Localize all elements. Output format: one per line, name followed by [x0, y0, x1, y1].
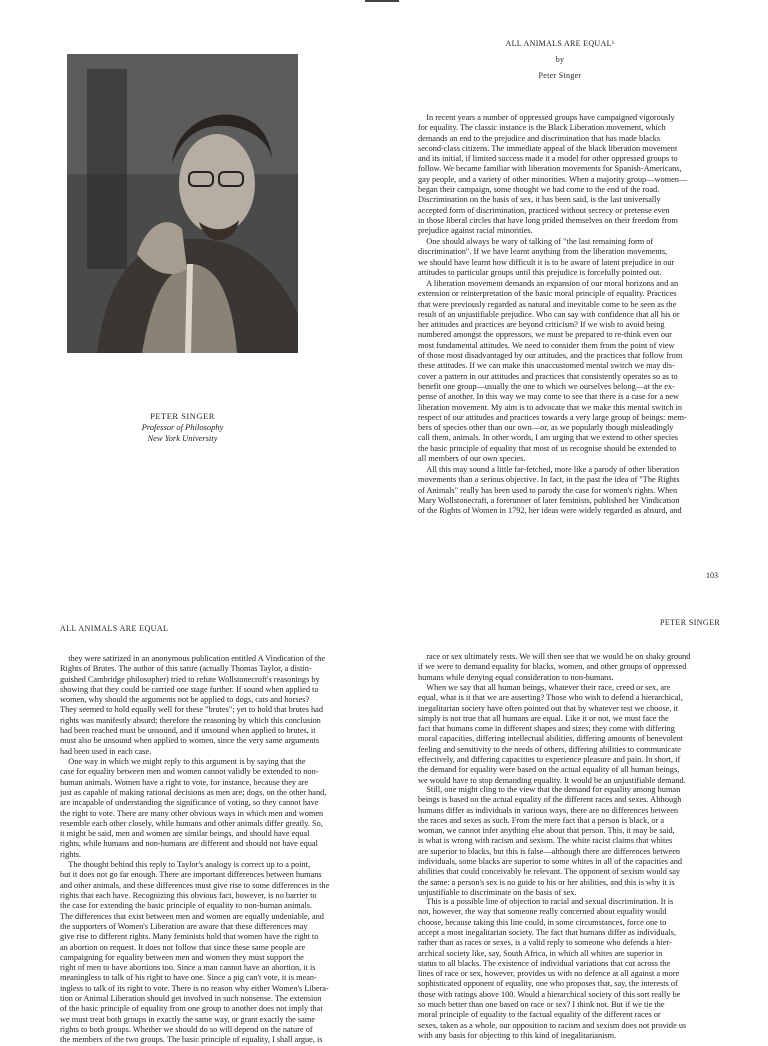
- author-photo-image: [67, 54, 298, 353]
- text-line: right of men to have abortions too. Since a man cannot have an abortion, it is: [60, 963, 316, 973]
- text-line: are incapable of understanding the significance of voting, so they cannot have: [60, 798, 319, 808]
- text-line: moral principle of equality to the factual equality of the different races or: [418, 1010, 661, 1020]
- text-line: One way in which we might reply to this argument is by saying that the: [60, 757, 306, 767]
- text-line: equal, what is it that we are asserting? Those who wish to defend a hierarchical,: [418, 693, 683, 703]
- text-line: for equality. The classic instance is the Black Liberation movement, which: [418, 123, 666, 133]
- text-line: All this may sound a little far-fetched, more like a parody of other liberation: [418, 465, 680, 474]
- text-line: resemble each other closely, while humans and other animals differ greatly. So,: [60, 818, 323, 828]
- text-line: numbered amongst the oppressors, we must be prepared to re-think even our: [418, 330, 672, 340]
- paragraph: [418, 897, 752, 1041]
- text-line: they were satirized in an anonymous publication entitled A Vindication of the: [60, 654, 326, 663]
- text-line: The thought behind this reply to Taylor's analogy is correct up to a point,: [60, 860, 311, 870]
- text-line: with any basis for objecting to this kind of inegalitarianism.: [418, 1030, 617, 1040]
- text-line: They seemed to hold equally well for these "brutes"; yet to hold that brutes had: [60, 705, 323, 715]
- text-line: accepted form of discrimination, practiced without secrecy or pretense even: [418, 205, 670, 215]
- text-line: bers of species other than our own—or, as we popularly though misleadingly: [418, 423, 674, 433]
- article-title: ALL ANIMALS ARE EQUAL¹: [505, 39, 615, 48]
- text-line: we would have to stop demanding equality. It would be an unjustifiable demand.: [418, 775, 686, 785]
- text-line: we should have learnt how difficult it is to be aware of latent prejudice in our: [418, 257, 675, 267]
- text-line: abilities that could conceivably be relevant. The opponent of sexism would say: [418, 867, 681, 877]
- text-line: of Animals" really has been used to parody the case for women's rights. When: [418, 485, 678, 495]
- text-line: follow. We became familiar with liberation movements for Spanish-Americans,: [418, 164, 682, 174]
- caption-name: PETER SINGER: [150, 411, 215, 421]
- text-line: just as capable of making rational decisions as men are; dogs, on the other hand,: [60, 787, 327, 797]
- page-number: 103: [706, 571, 718, 580]
- scan-artifact-line: [365, 0, 399, 2]
- text-line: Mary Wollstonecraft, a forerunner of later feminists, published her Vindication: [418, 495, 680, 505]
- text-line: the right to vote. There are many other obvious ways in which men and women: [60, 808, 324, 818]
- text-line: benefit one group—usually the one to which we ourselves belong—at the ex-: [418, 381, 675, 391]
- text-line: began their campaign, some thought we had come to the end of the road.: [418, 185, 660, 195]
- text-line: we must treat both groups in exactly the same way, or grant exactly the same: [60, 1014, 315, 1024]
- paragraph: [418, 279, 746, 464]
- text-line: showing that they could be carried one stage further. If sound when applied to: [60, 684, 319, 694]
- text-line: it might be said, men and women are similar beings, and should have equal: [60, 829, 310, 839]
- text-line: human animals. Women have a right to vote, for instance, because they are: [60, 777, 309, 787]
- text-line: are superior to blacks, but this is false—although there are differences between: [418, 846, 681, 856]
- text-line: ingless to talk of its right to vote. There is no reason why either Women's Libera-: [60, 983, 329, 993]
- text-line: A liberation movement demands an expansion of our moral horizons and an: [418, 279, 679, 288]
- text-line: liberation movement. My aim is to advocate that we make this mental switch in: [418, 402, 683, 412]
- text-line: woman, we cannot infer anything else about that person. This, it may be said,: [418, 826, 675, 836]
- text-line: choose, because taking this line could, in some circumstances, force one to: [418, 917, 667, 927]
- paragraph: [418, 785, 752, 898]
- text-line: extension or reinterpretation of the basic moral principle of equality. Practices: [418, 289, 677, 299]
- text-line: result of an unjustifiable prejudice. Who can say with confidence that all his or: [418, 309, 680, 319]
- text-line: if we were to demand equality for blacks, women, and other groups of oppressed: [418, 662, 687, 672]
- text-line: rights, while humans and non-humans are different and should not have equal: [60, 839, 318, 849]
- text-line: humans while denying equal consideration to non-humans.: [418, 672, 614, 682]
- text-line: Rights of Brutes. The author of this satire (actually Thomas Taylor, a distin-: [60, 664, 312, 674]
- text-line: and other animals, and these differences must give rise to some differences in the: [60, 880, 330, 890]
- running-head-right: PETER SINGER: [660, 618, 721, 627]
- text-line: movements than a serious objective. In fact, in the past the idea of "The Rights: [418, 475, 680, 485]
- text-line: had been reached must be unsound, and if unsound when applied to brutes, it: [60, 726, 316, 736]
- text-line: In recent years a number of oppressed groups have campaigned vigorously: [418, 113, 675, 122]
- author-photo: [67, 54, 298, 353]
- paragraph: [418, 683, 752, 786]
- text-line: feeling and sensitivity to the needs of others, differing abilities to communicate: [418, 744, 681, 754]
- text-line: in those liberal circles that have long prided themselves on their freedom from: [418, 215, 678, 225]
- text-line: all members of our own species.: [418, 454, 526, 464]
- text-line: the demand for equality were based on the actual equality of all human beings,: [418, 765, 680, 775]
- text-line: gay people, and a variety of other minorities. When a majority group—women—: [418, 174, 688, 184]
- text-line: case for equality between men and women cannot validly be extended to non-: [60, 767, 319, 777]
- text-line: the same: a person's sex is no guide to his or her abilities, and this is why it is: [418, 877, 675, 887]
- paragraph: [418, 113, 746, 237]
- text-line: prejudice against racial minorities.: [418, 226, 533, 236]
- text-line: the case for extending the basic principle of equality to non-human animals.: [60, 901, 313, 911]
- text-line: rights that each have. Recognizing this obvious fact, however, is no barrier to: [60, 891, 317, 901]
- paragraph: [418, 652, 752, 683]
- paragraph: [418, 465, 746, 516]
- text-line: beings is based on the actual equality of the different races and sexes. Although: [418, 795, 682, 805]
- text-line: effectively, and differing capacities to experience pleasure and pain. In short, if: [418, 755, 681, 765]
- text-line: individuals, some blacks are superior to some whites in all of the capacities and: [418, 857, 683, 867]
- text-line: that were previously regarded as natural and inevitable come to be seen as the: [418, 299, 677, 309]
- text-line: most fundamental attitudes. We need to consider them from the point of view: [418, 340, 675, 350]
- text-line: rights was manifestly absurd; therefore the reasoning by which this conclusion: [60, 715, 321, 725]
- text-line: moral capacities, differing intellectual abilities, differing amounts of benevolent: [418, 734, 684, 744]
- text-line: tion or Animal Liberation should get involved in such nonsense. The extension: [60, 994, 322, 1004]
- text-line: Still, one might cling to the view that the demand for equality among human: [418, 784, 681, 794]
- text-line: an abortion on request. It does not follow that since these same people are: [60, 942, 306, 952]
- paragraph: [60, 654, 352, 757]
- text-line: guished Cambridge philosopher) tried to refute Wollstonecroft's reasonings by: [60, 674, 320, 684]
- paragraph: [418, 237, 746, 278]
- text-line: The differences that exist between men and women are equally undeniable, and: [60, 911, 324, 921]
- text-line: women, why should the arguments not be applied to dogs, cats and horses?: [60, 695, 310, 705]
- text-line: This is a possible line of objection to racial and sexual discrimination. It is: [418, 897, 674, 907]
- text-line: the supporters of Women's Liberation are aware that these differences may: [60, 921, 308, 931]
- text-line: but it does not go far enough. There are important differences between humans: [60, 870, 322, 880]
- text-line: demands an end to the prejudice and discrimination that has made blacks: [418, 133, 661, 143]
- text-line: call them, animals. In other words, I am urging that we extend to other species: [418, 433, 678, 443]
- text-line: of the Rights of Women in 1792, her ideas were widely regarded as absurd, and: [418, 506, 682, 516]
- text-line: cover a pattern in our attitudes and practices that consistently operates so as to: [418, 371, 678, 381]
- text-line: rights.: [60, 849, 81, 859]
- text-line: Discrimination on the basis of sex, it has been said, is the last universally: [418, 195, 661, 205]
- text-line: those with ratings above 100. Would a hierarchical society of this sort really be: [418, 989, 681, 999]
- text-line: simply is not true that all humans are equal. Like it or not, we must face the: [418, 713, 669, 723]
- text-line: her attitudes and practices are beyond criticism? If we wish to avoid being: [418, 320, 665, 330]
- text-line: the members of the two groups. The basic principle of equality, I shall argue, is: [60, 1035, 323, 1045]
- text-line: race or sex ultimately rests. We will then see that we would be on shaky ground: [418, 652, 691, 661]
- text-line: lines of race or sex, however, provides us with no defence at all against a more: [418, 969, 680, 979]
- byline-author: Peter Singer: [538, 71, 582, 80]
- text-line: inegalitarian society have often pointed out that by whatever test we choose, it: [418, 703, 679, 713]
- text-line: accept a most inegalitarian society. The fact that humans differ as individuals,: [418, 927, 676, 937]
- text-line: and its initial, if limited success made it a model for other oppressed groups to: [418, 154, 678, 164]
- text-line: not, however, the way that someone really concerned about equality would: [418, 907, 667, 917]
- text-line: so much better than one based on race or sex? I think not. But if we tie the: [418, 1000, 665, 1010]
- text-line: had been used in each case.: [60, 746, 152, 756]
- text-line: sexes, taken as a whole, our opposition to racism and sexism does not provide us: [418, 1020, 687, 1030]
- paragraph: [60, 757, 352, 860]
- text-line: respect of our attitudes and practices towards a very large group of beings: mem-: [418, 412, 687, 422]
- text-line: sophisticated opponent of equality, one who proposes that, say, the interests of: [418, 979, 678, 989]
- text-line: second-class citizens. The immediate appeal of the black liberation movement: [418, 143, 678, 153]
- caption-institution: New York University: [147, 433, 218, 443]
- running-head-left: ALL ANIMALS ARE EQUAL: [60, 624, 169, 633]
- text-line: must also be unsound when applied to women, since the very same arguments: [60, 736, 320, 746]
- text-line: these attitudes. If we can make this unaccustomed mental switch we may dis-: [418, 361, 675, 371]
- text-line: campaigning for equality between men and women they must support the: [60, 952, 304, 962]
- caption-role: Professor of Philosophy: [141, 422, 224, 432]
- text-line: fact that humans come in different shapes and sizes; they come with differing: [418, 724, 675, 734]
- text-line: status to all blacks. The existence of individual variations that cut across the: [418, 958, 671, 968]
- text-line: archical society like, say, South Africa, in which all whites are superior in: [418, 948, 663, 958]
- text-line: meaningless to talk of his right to have one. Since a pig can't vote, it is mean-: [60, 973, 317, 983]
- text-line: of those most disadvantaged by our attitudes, and the practices that follow from: [418, 351, 683, 361]
- text-line: of the basic principle of equality from one group to another does not imply that: [60, 1004, 323, 1014]
- text-line: When we say that all human beings, whatever their race, creed or sex, are: [418, 682, 671, 692]
- text-line: the races and sexes as such. From the mere fact that a person is black, or a: [418, 815, 665, 825]
- text-line: discrimination". If we have learnt anything from the liberation movements,: [418, 247, 668, 257]
- byline-by: by: [555, 55, 565, 64]
- text-line: humans differ as individuals in various ways, there are no differences between: [418, 805, 679, 815]
- text-line: attitudes to particular groups until this prejudice is forcefully pointed out.: [418, 268, 662, 278]
- text-line: pense of another. In this way we may come to see that there is a case for a new: [418, 392, 680, 402]
- paragraph: [60, 860, 352, 1045]
- text-line: is what is wrong with racism and sexism. The white racist claims that whites: [418, 836, 673, 846]
- text-line: the basic principle of equality that most of us recognise should be extended to: [418, 443, 677, 453]
- text-line: One should always be wary of talking of "the last remaining form of: [418, 237, 654, 247]
- text-line: unjustifiable to discriminate on the basis of sex.: [418, 887, 577, 897]
- text-line: rather than as races or sexes, is a valid reply to someone who defends a hier-: [418, 938, 672, 948]
- text-line: rights to both groups. Whether we should do so will depend on the nature of: [60, 1024, 313, 1034]
- text-line: give rise to different rights. Many feminists hold that women have the right to: [60, 932, 319, 942]
